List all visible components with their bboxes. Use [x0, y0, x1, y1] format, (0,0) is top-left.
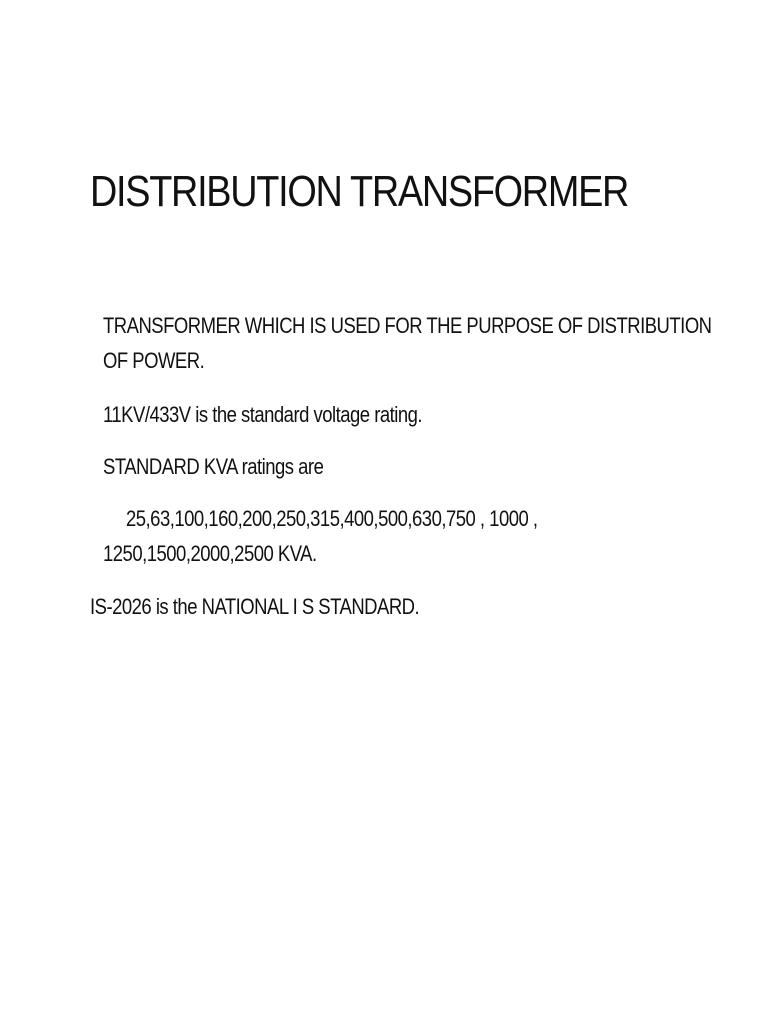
definition-line-1: TRANSFORMER WHICH IS USED FOR THE PURPOSE OF DISTRIBUTION: [103, 313, 712, 338]
voltage-rating-line: 11KV/433V is the standard voltage rating.: [103, 402, 423, 427]
slide-title: DISTRIBUTION TRANSFORMER: [90, 167, 629, 216]
kva-ratings-heading: STANDARD KVA ratings are: [103, 454, 324, 479]
kva-values-line-1: 25,63,100,160,200,250,315,400,500,630,750 , 1000 ,: [126, 506, 538, 531]
standard-line: IS-2026 is the NATIONAL I S STANDARD.: [90, 594, 420, 619]
definition-line-2: OF POWER.: [103, 348, 205, 373]
kva-values-line-2: 1250,1500,2000,2500 KVA.: [103, 541, 317, 566]
